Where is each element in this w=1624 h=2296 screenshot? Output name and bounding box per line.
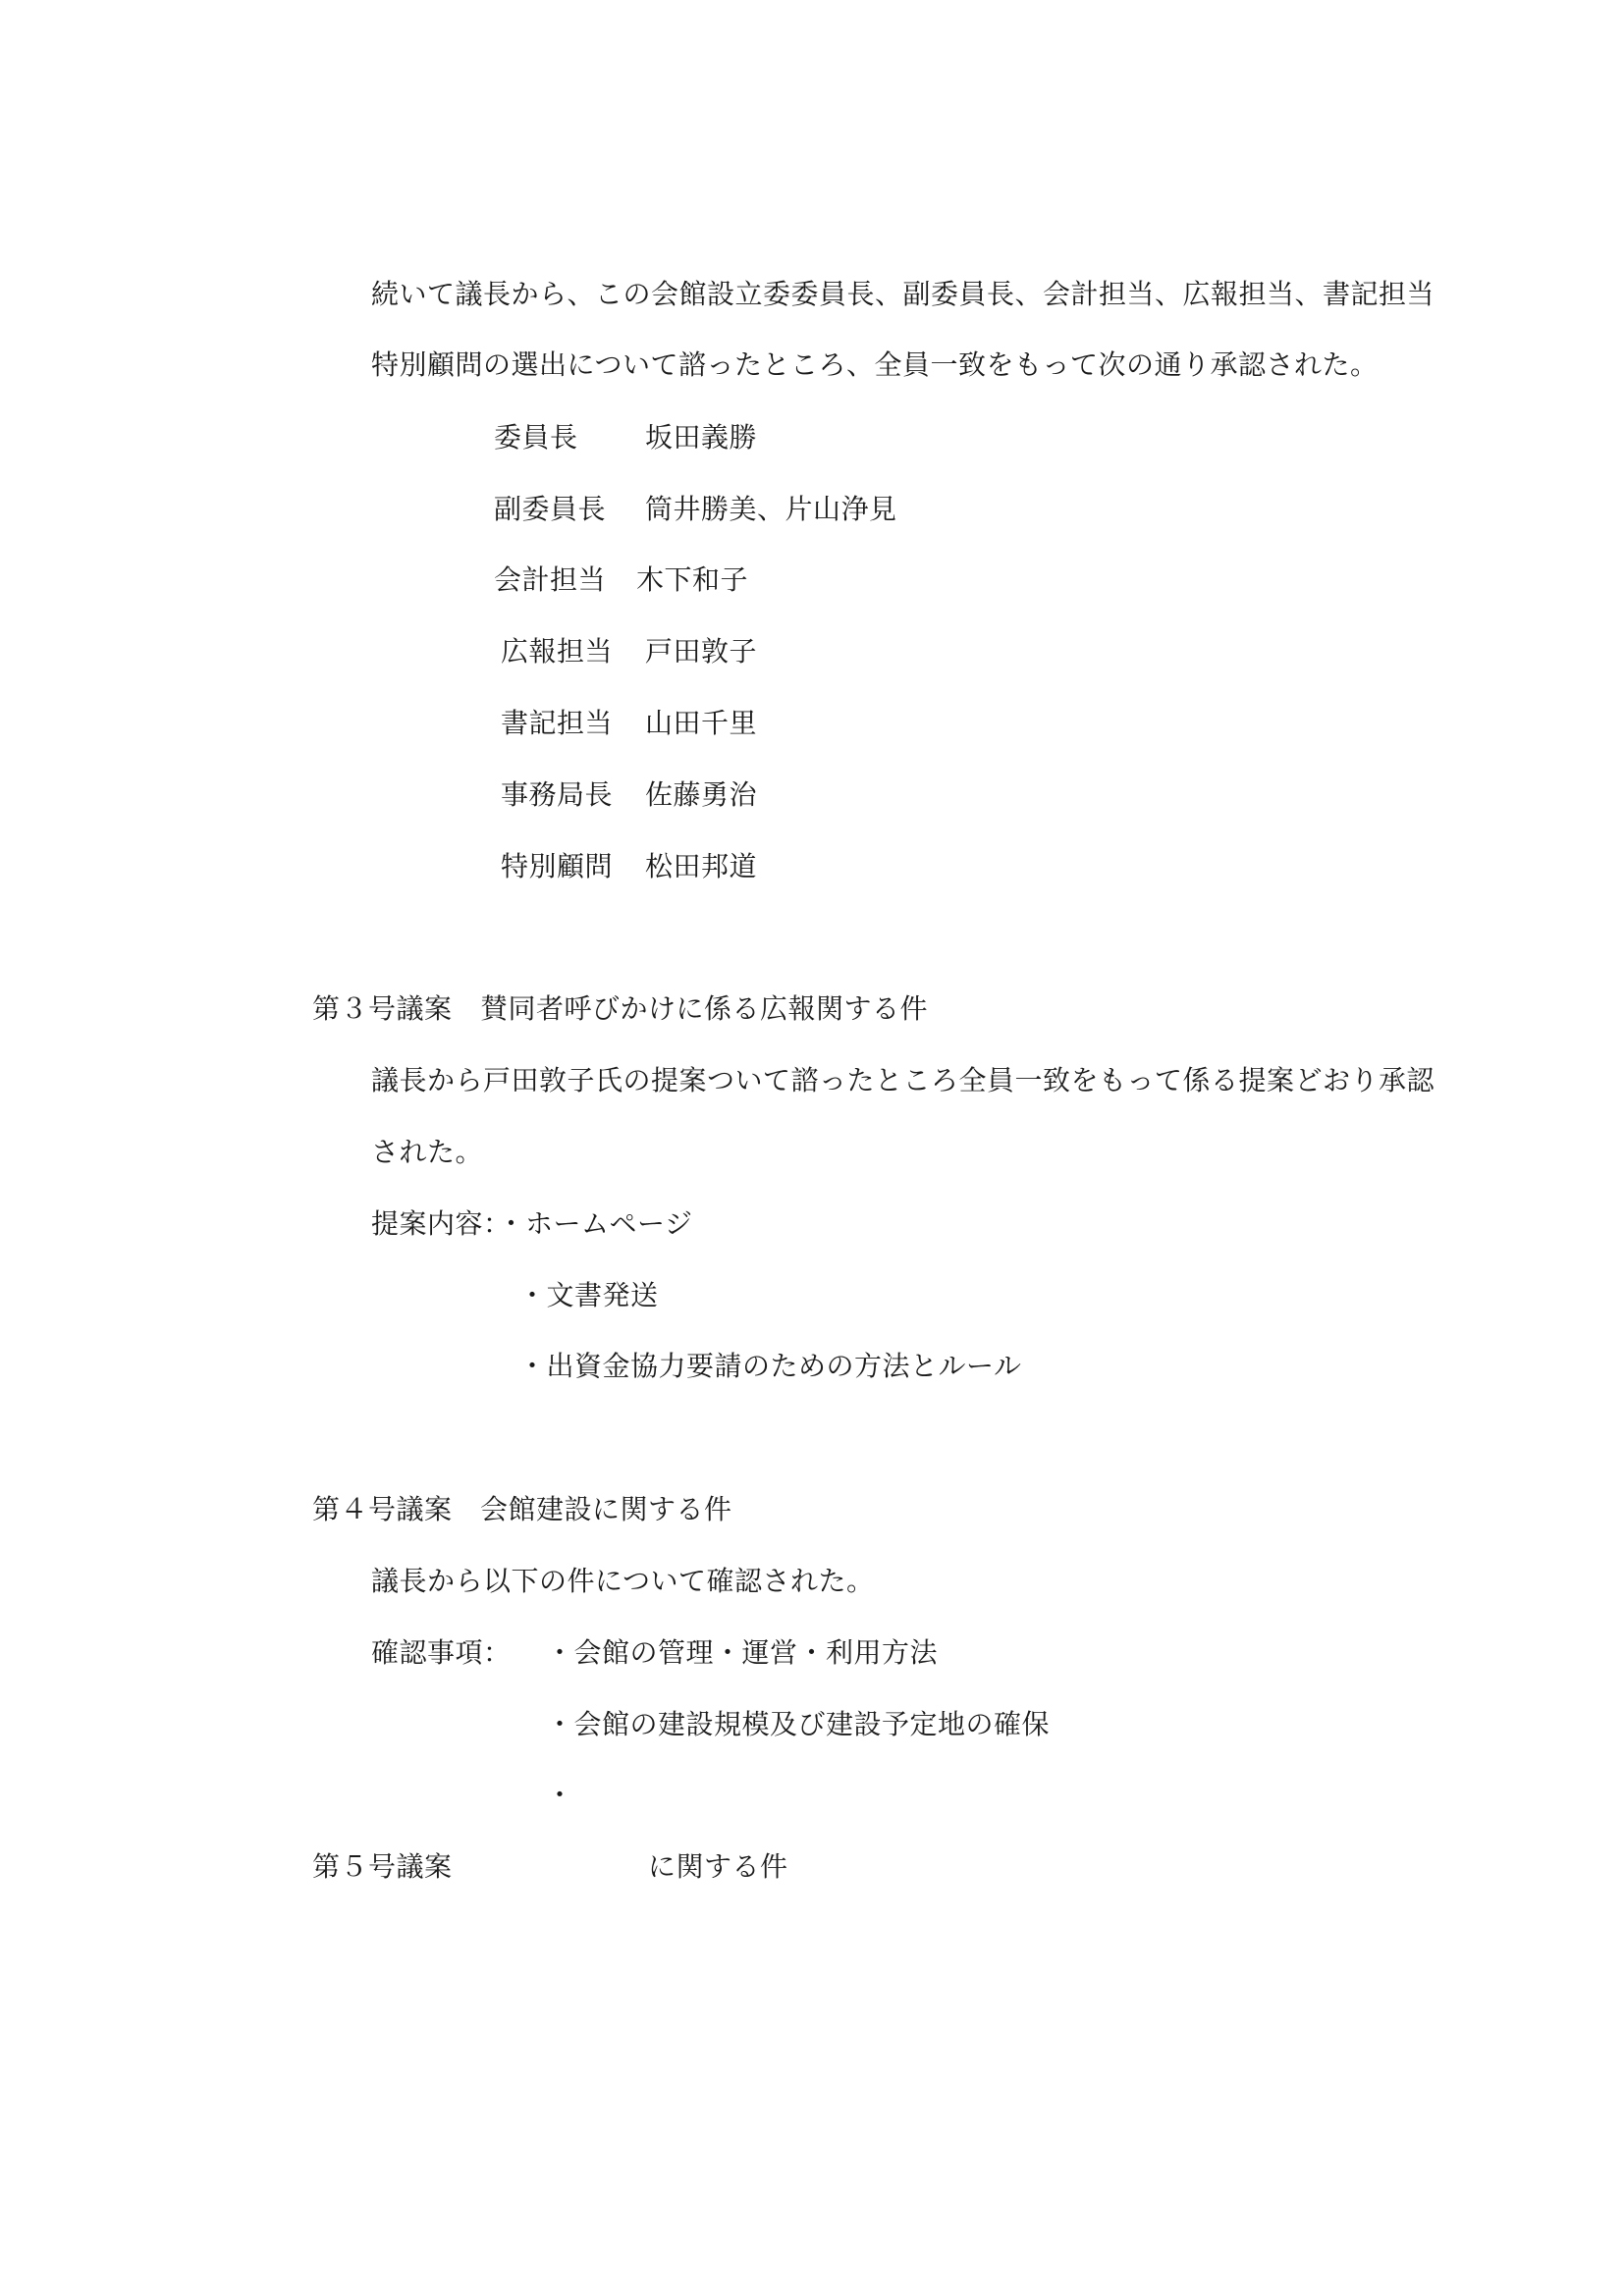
- officer-name: 佐藤勇治: [645, 778, 758, 811]
- agenda3-proposal-label: 提案内容：・ホームページ: [371, 1207, 693, 1240]
- officer-row-accounting: [494, 562, 748, 598]
- agenda4-item: ・会館の建設規模及び建設予定地の確保: [546, 1708, 1051, 1740]
- agenda4-item: ・会館の管理・運営・利用方法: [546, 1636, 939, 1669]
- agenda3-item: ・文書発送: [518, 1279, 659, 1311]
- officer-role: 委員長: [494, 421, 578, 454]
- officer-role: 会計担当: [494, 563, 607, 596]
- officer-role: 広報担当: [501, 635, 614, 667]
- officer-name: 山田千里: [645, 707, 758, 739]
- officer-name: 戸田敦子: [645, 635, 758, 667]
- officer-row-vice-chairman: [494, 492, 897, 527]
- officer-role: 書記担当: [501, 707, 614, 739]
- officer-role: 事務局長: [501, 778, 614, 811]
- paragraph1-line2: 特別顧問の選出について諮ったところ、全員一致をもって次の通り承認された。: [371, 348, 1379, 381]
- agenda4-item: ・: [546, 1779, 574, 1811]
- agenda3-body-line1: 議長から戸田敦子氏の提案ついて諮ったところ全員一致をもって係る提案どおり承認: [371, 1064, 1435, 1096]
- agenda3-body-line2: された。: [371, 1136, 484, 1168]
- officer-row-pr: [501, 634, 757, 669]
- officer-row-secretariat: [501, 777, 757, 813]
- agenda4-body: 議長から以下の件について確認された。: [371, 1565, 875, 1597]
- officer-row-special-advisor: [501, 849, 757, 884]
- officer-role: 特別顧問: [501, 850, 614, 882]
- agenda5-title-suffix: に関する件: [648, 1850, 788, 1883]
- agenda3-title: 第３号議案 賛同者呼びかけに係る広報関する件: [312, 992, 929, 1025]
- paragraph1-line1: 続いて議長から、この会館設立委委員長、副委員長、会計担当、広報担当、書記担当: [371, 278, 1435, 310]
- agenda3-item: ・出資金協力要請のための方法とルール: [518, 1350, 1022, 1382]
- officer-name: 坂田義勝: [645, 421, 758, 454]
- officer-name: 松田邦道: [645, 850, 758, 882]
- officer-row-secretary: [501, 706, 757, 741]
- agenda4-confirm-label: 確認事項：: [371, 1636, 512, 1669]
- officer-name: 木下和子: [636, 563, 749, 596]
- officer-name: 筒井勝美、片山浄見: [645, 493, 897, 525]
- officer-row-chairman: [494, 420, 757, 455]
- agenda4-title: 第４号議案 会館建設に関する件: [312, 1493, 732, 1525]
- officer-role: 副委員長: [494, 493, 607, 525]
- agenda5-title-prefix: 第５号議案: [312, 1850, 453, 1883]
